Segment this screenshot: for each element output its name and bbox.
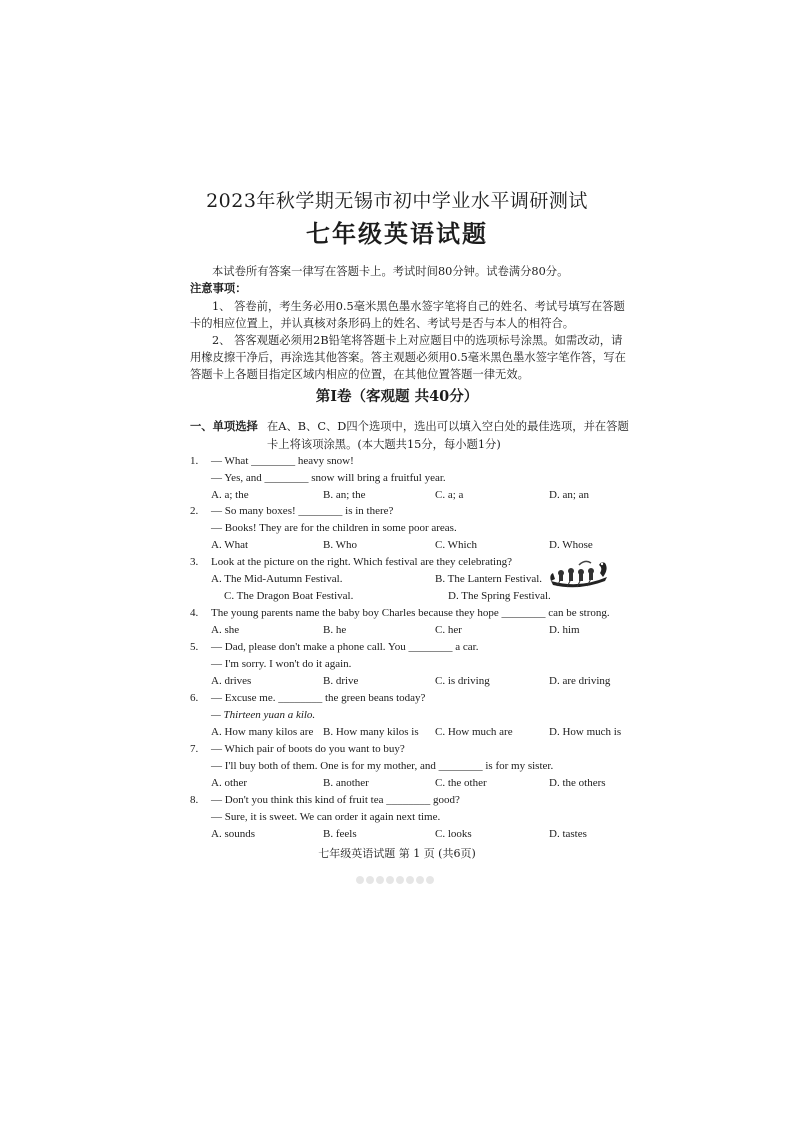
notice-item-1-cont: 卡的相应位置上，并认真核对条形码上的姓名、考试号是否与本人的相符合。 bbox=[190, 317, 575, 330]
question-line: — Which pair of boots do you want to buy? bbox=[211, 743, 405, 755]
notice-item-2-cont: 用橡皮擦干净后，再涂选其他答案。答主观题必须用0.5毫米黑色墨水签字笔作答，写在 bbox=[190, 351, 626, 364]
question-number: 3. bbox=[190, 556, 199, 568]
option-c: C. looks bbox=[435, 828, 472, 840]
dragon-boat-icon bbox=[549, 559, 611, 589]
question-line: — Yes, and ________ snow will bring a fruitful year. bbox=[211, 472, 446, 484]
question-line: — Thirteen yuan a kilo. bbox=[211, 709, 316, 721]
option-d: D. him bbox=[549, 624, 580, 636]
option-d: D. an; an bbox=[549, 489, 590, 501]
option-b: B. Who bbox=[323, 539, 358, 551]
option-b: B. another bbox=[323, 777, 369, 789]
question-line: — Dad, please don't make a phone call. You ________ a car. bbox=[211, 641, 479, 653]
option-a: A. sounds bbox=[211, 828, 256, 840]
part-label: 一、单项选择 bbox=[190, 419, 258, 433]
part-description-cont: 卡上将该项涂黑。(本大题共15分，每小题1分) bbox=[267, 438, 501, 451]
question-number: 1. bbox=[190, 455, 199, 467]
option-b: B. The Lantern Festival. bbox=[435, 573, 543, 585]
option-d: D. Whose bbox=[549, 539, 593, 551]
question-line: Look at the picture on the right. Which festival are they celebrating? bbox=[211, 556, 512, 568]
notice-item-1: 1、 答卷前，考生务必用0.5毫米黑色墨水签字笔将自己的姓名、考试号填写在答题 bbox=[212, 300, 625, 313]
option-c: C. is driving bbox=[435, 675, 490, 687]
option-d: D. tastes bbox=[549, 828, 587, 840]
question-number: 2. bbox=[190, 505, 199, 517]
question-line: — Excuse me. ________ the green beans today? bbox=[211, 692, 426, 704]
option-c: C. the other bbox=[435, 777, 487, 789]
question-number: 8. bbox=[190, 794, 199, 806]
question-line: — Sure, it is sweet. We can order it again next time. bbox=[211, 811, 441, 823]
option-a: A. she bbox=[211, 624, 240, 636]
exam-title: 2023年秋学期无锡市初中学业水平调研测试 bbox=[206, 190, 588, 212]
option-b: B. he bbox=[323, 624, 347, 636]
page-dot bbox=[376, 876, 384, 884]
option-a: A. What bbox=[211, 539, 249, 551]
option-a: A. drives bbox=[211, 675, 252, 687]
question-line: — Books! They are for the children in some poor areas. bbox=[211, 522, 457, 534]
part-description: 在A、B、C、D四个选项中，选出可以填入空白处的最佳选项，并在答题 bbox=[267, 420, 629, 433]
option-c: C. a; a bbox=[435, 489, 464, 501]
page-dot bbox=[426, 876, 434, 884]
option-d: D. The Spring Festival. bbox=[448, 590, 551, 602]
option-c: C. her bbox=[435, 624, 462, 636]
question-line: — What ________ heavy snow! bbox=[211, 455, 354, 467]
option-a: A. The Mid-Autumn Festival. bbox=[211, 573, 343, 585]
option-c: C. Which bbox=[435, 539, 477, 551]
page-indicator bbox=[356, 876, 434, 884]
page-footer: 七年级英语试题 第 1 页 (共6页) bbox=[318, 847, 476, 860]
option-c: C. How much are bbox=[435, 726, 513, 738]
notice-label: 注意事项： bbox=[190, 281, 247, 295]
page-dot bbox=[416, 876, 424, 884]
question-line: — I'm sorry. I won't do it again. bbox=[211, 658, 352, 670]
question-line: The young parents name the baby boy Charles because they hope ________ can be strong. bbox=[211, 607, 610, 619]
intro-text: 本试卷所有答案一律写在答题卡上。考试时间80分钟。试卷满分80分。 bbox=[212, 265, 569, 278]
option-d: D. are driving bbox=[549, 675, 611, 687]
question-number: 4. bbox=[190, 607, 199, 619]
question-line: — So many boxes! ________ is in there? bbox=[211, 505, 394, 517]
notice-item-2: 2、 答客观题必须用2B铅笔将答题卡上对应题目中的选项标号涂黑。如需改动，请 bbox=[212, 334, 623, 347]
page-dot bbox=[396, 876, 404, 884]
option-b: B. drive bbox=[323, 675, 359, 687]
question-line: — Don't you think this kind of fruit tea ________ good? bbox=[211, 794, 460, 806]
option-a: A. How many kilos are bbox=[211, 726, 314, 738]
option-d: D. the others bbox=[549, 777, 606, 789]
question-line: — I'll buy both of them. One is for my mother, and ________ is for my sister. bbox=[211, 760, 554, 772]
option-a: A. other bbox=[211, 777, 248, 789]
option-b: B. feels bbox=[323, 828, 357, 840]
notice-item-2-cont2: 答题卡上各题目指定区域内相应的位置，在其他位置答题一律无效。 bbox=[190, 368, 529, 381]
option-b: B. an; the bbox=[323, 489, 366, 501]
page-dot bbox=[356, 876, 364, 884]
question-number: 7. bbox=[190, 743, 199, 755]
page-dot bbox=[366, 876, 374, 884]
question-number: 6. bbox=[190, 692, 199, 704]
page-dot bbox=[386, 876, 394, 884]
option-a: A. a; the bbox=[211, 489, 249, 501]
page-dot bbox=[406, 876, 414, 884]
option-d: D. How much is bbox=[549, 726, 622, 738]
section-title: 第Ⅰ卷（客观题 共40分） bbox=[315, 388, 479, 405]
option-c: C. The Dragon Boat Festival. bbox=[224, 590, 354, 602]
question-number: 5. bbox=[190, 641, 199, 653]
exam-subject-title: 七年级英语试题 bbox=[306, 219, 488, 248]
option-b: B. How many kilos is bbox=[323, 726, 419, 738]
